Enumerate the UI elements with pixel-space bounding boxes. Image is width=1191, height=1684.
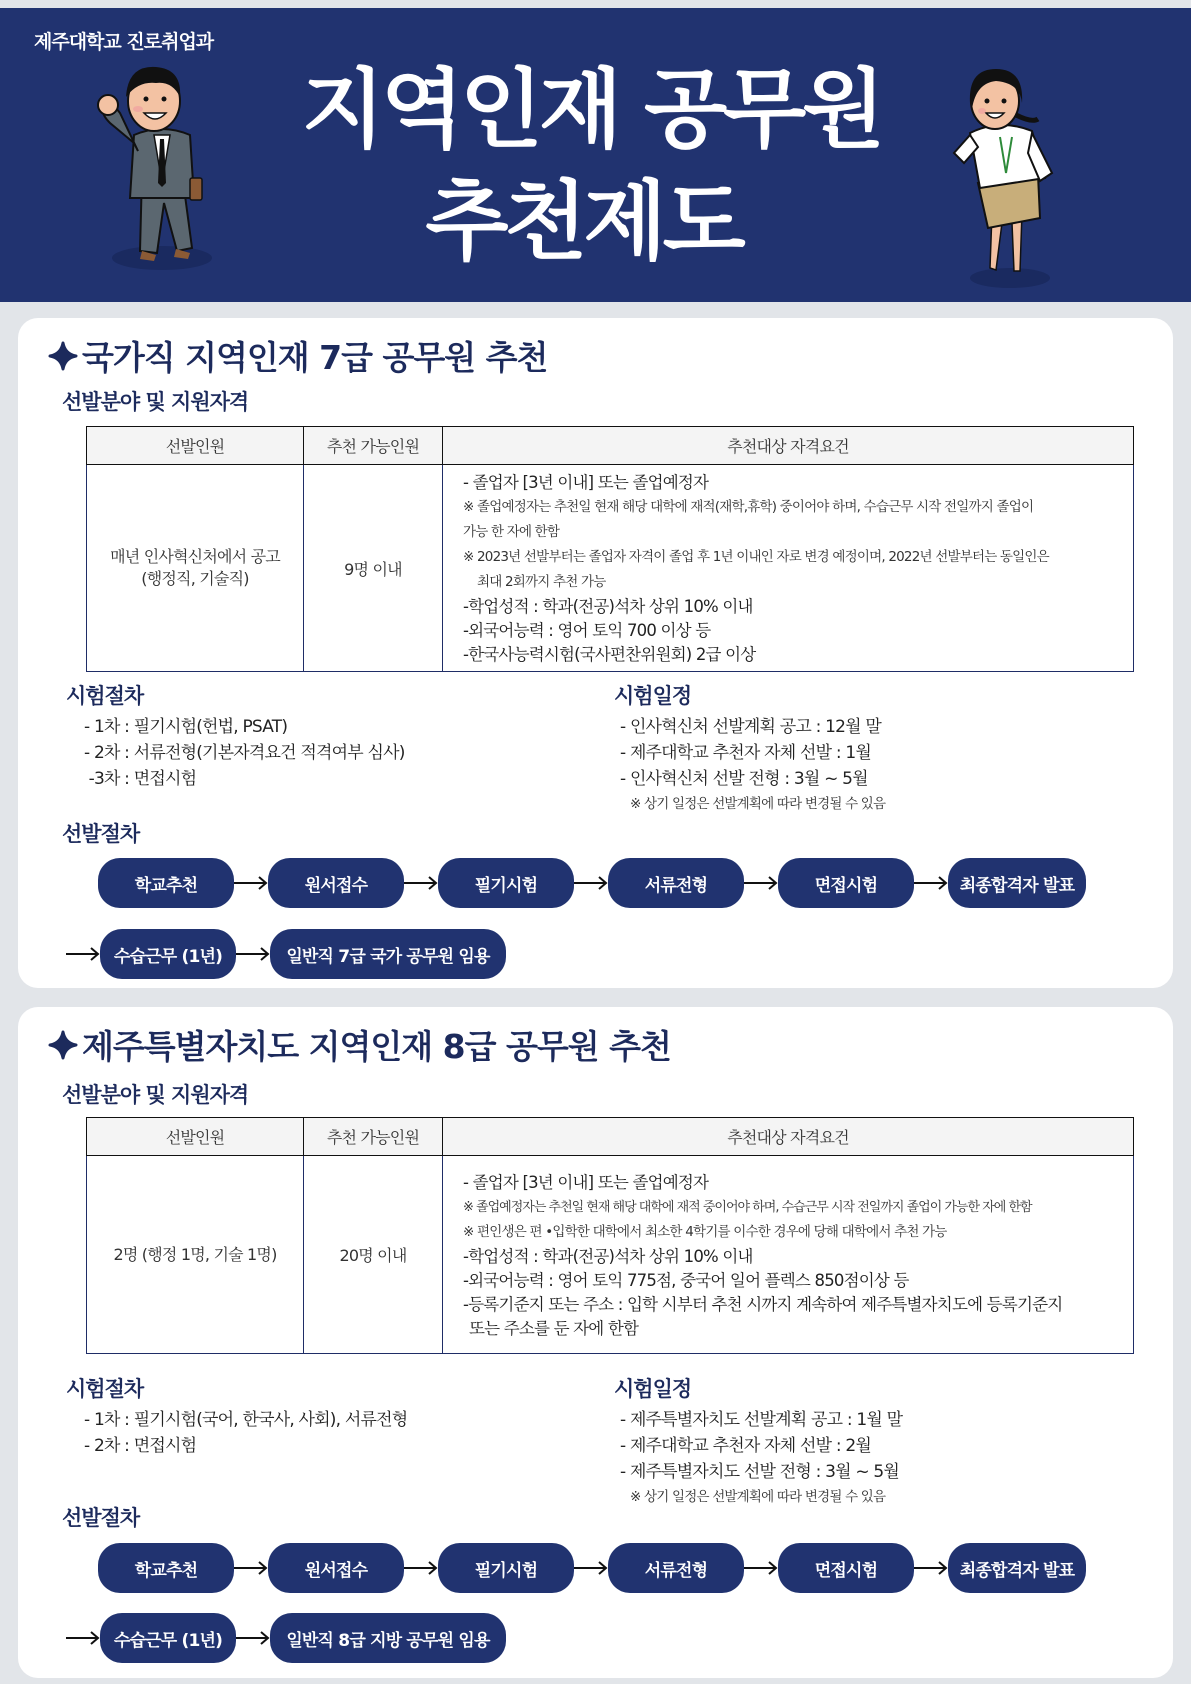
list-item: - 제주특별자치도 선발계획 공고 : 1월 말 [620, 1410, 903, 1430]
condition-line: 가능 한 자에 한함 [463, 524, 560, 540]
condition-line: ※ 2023년 선발부터는 졸업자 자격이 졸업 후 1년 이내인 자로 변경 예정이며, 2022년 선발부터는 동일인은 [463, 549, 1049, 565]
condition-line: -학업성적 : 학과(전공)석차 상위 10% 이내 [463, 1246, 753, 1266]
selection-flow-row2 [66, 929, 506, 979]
condition-line: ※ 편인생은 편 •입학한 대학에서 최소한 4학기를 이수한 경우에 당해 대학에서 추천 가능 [463, 1223, 947, 1240]
flow-step-interview: 면접시험 [778, 858, 914, 908]
eligibility-heading: 선발분야 및 지원자격 [62, 390, 249, 414]
section-title [48, 332, 547, 379]
selection-text-line2: (행정직, 기술직) [141, 569, 249, 588]
arrow-right-icon [66, 1631, 100, 1645]
flow-step-probation: 수습근무 (1년) [100, 1613, 236, 1663]
condition-line: ※ 졸업예정자는 추천일 현재 해당 대학에 재적(재학,휴학) 중이어야 하며, 수습근무 시작 전일까지 졸업이 [463, 499, 1034, 515]
eligibility-table [86, 426, 1134, 672]
section-title [48, 1021, 671, 1068]
arrow-right-icon [236, 947, 270, 961]
four-point-star-icon [48, 1030, 78, 1060]
arrow-right-icon [744, 1561, 778, 1575]
selection-procedure-heading: 선발절차 [62, 822, 140, 846]
table-header-conditions: 추천대상 자격요건 [443, 427, 1134, 465]
table-header-recommend-count: 추천 가능인원 [304, 1118, 443, 1156]
flow-step-application: 원서접수 [268, 858, 404, 908]
condition-line: -등록기준지 또는 주소 : 입학 시부터 추천 시까지 계속하여 제주특별자치도에 등록기준지 [463, 1294, 1063, 1314]
arrow-right-icon [234, 1561, 268, 1575]
arrow-right-icon [574, 1561, 608, 1575]
section-title-text: 국가직 지역인재 7급 공무원 추천 [82, 338, 548, 377]
table-header-selection: 선발인원 [87, 427, 304, 465]
selection-cell [87, 1156, 304, 1354]
arrow-right-icon [66, 947, 100, 961]
recommend-count-cell: 9명 이내 [304, 465, 443, 672]
list-item: - 제주대학교 추천자 자체 선발 : 2월 [620, 1436, 871, 1456]
eligibility-heading: 선발분야 및 지원자격 [62, 1083, 249, 1107]
table-header-conditions: 추천대상 자격요건 [443, 1118, 1134, 1156]
exam-procedure-list [84, 1407, 407, 1459]
selection-flow-row2 [66, 1613, 506, 1663]
arrow-right-icon [236, 1631, 270, 1645]
flow-step-probation: 수습근무 (1년) [100, 929, 236, 979]
main-title-line1: 지역인재 공무원 [301, 60, 882, 160]
selection-flow-row1 [98, 858, 1086, 908]
arrow-right-icon [574, 876, 608, 890]
department-label: 제주대학교 진로취업과 [34, 31, 214, 53]
header-banner [0, 8, 1191, 302]
condition-line: ※ 졸업예정자는 추천일 현재 해당 대학에 재적 중이어야 하며, 수습근무 시작 전일까지 졸업이 가능한 자에 한함 [463, 1199, 1032, 1215]
flow-step-final-announcement: 최종합격자 발표 [948, 858, 1086, 908]
arrow-right-icon [744, 876, 778, 890]
exam-procedure-heading: 시험절차 [66, 684, 144, 708]
exam-procedure-heading: 시험절차 [66, 1377, 144, 1401]
flow-step-final-announcement: 최종합격자 발표 [948, 1543, 1086, 1593]
arrow-right-icon [234, 876, 268, 890]
exam-schedule-heading: 시험일정 [614, 1377, 692, 1401]
selection-cell [87, 465, 304, 672]
condition-line: 최대 2회까지 추천 가능 [477, 574, 606, 590]
list-item: - 2차 : 면접시험 [84, 1436, 197, 1456]
flow-step-appointment: 일반직 7급 국가 공무원 임용 [270, 929, 506, 979]
arrow-right-icon [404, 1561, 438, 1575]
flow-step-written-exam: 필기시험 [438, 858, 574, 908]
flow-step-written-exam: 필기시험 [438, 1543, 574, 1593]
table-header-recommend-count: 추천 가능인원 [304, 427, 443, 465]
flow-step-document-review: 서류전형 [608, 858, 744, 908]
condition-line: - 졸업자 [3년 이내] 또는 졸업예정자 [463, 1172, 709, 1192]
selection-text-line1: 2명 (행정 1명, 기술 1명) [113, 1244, 277, 1264]
list-item: - 1차 : 필기시험(국어, 한국사, 사회), 서류전형 [84, 1410, 408, 1430]
selection-text-line1: 매년 인사혁신처에서 공고 [110, 547, 280, 566]
eligibility-table [86, 1117, 1134, 1354]
list-item: - 제주특별자치도 선발 전형 : 3월 ~ 5월 [620, 1462, 900, 1482]
schedule-note: ※ 상기 일정은 선발계획에 따라 변경될 수 있음 [630, 1489, 886, 1505]
list-item: - 인사혁신처 선발 전형 : 3월 ~ 5월 [620, 769, 868, 789]
list-item: - 1차 : 필기시험(헌법, PSAT) [84, 717, 288, 737]
exam-schedule-heading: 시험일정 [614, 684, 692, 708]
exam-schedule-list [620, 714, 885, 816]
flow-step-document-review: 서류전형 [608, 1543, 744, 1593]
list-item: -3차 : 면접시험 [84, 769, 197, 789]
flow-step-school-recommendation: 학교추천 [98, 1543, 234, 1593]
list-item: - 2차 : 서류전형(기본자격요건 적격여부 심사) [84, 743, 405, 763]
arrow-right-icon [404, 876, 438, 890]
schedule-note: ※ 상기 일정은 선발계획에 따라 변경될 수 있음 [630, 796, 886, 812]
condition-line: -외국어능력 : 영어 토익 700 이상 등 [463, 621, 711, 640]
table-header-selection: 선발인원 [87, 1118, 304, 1156]
conditions-cell [443, 465, 1134, 672]
flow-step-application: 원서접수 [268, 1543, 404, 1593]
selection-flow-row1 [98, 1543, 1086, 1593]
flow-step-school-recommendation: 학교추천 [98, 858, 234, 908]
condition-line: -학업성적 : 학과(전공)석차 상위 10% 이내 [463, 597, 753, 616]
recommend-count-cell: 20명 이내 [304, 1156, 443, 1354]
arrow-right-icon [914, 1561, 948, 1575]
list-item: - 인사혁신처 선발계획 공고 : 12월 말 [620, 717, 882, 737]
jeju-8th-grade-section [18, 1007, 1173, 1678]
main-title-line2: 추천제도 [425, 172, 742, 272]
condition-line: 또는 주소를 둔 자에 한함 [469, 1318, 639, 1338]
flow-step-interview: 면접시험 [778, 1543, 914, 1593]
four-point-star-icon [48, 341, 78, 371]
condition-line: -외국어능력 : 영어 토익 775점, 중국어 일어 플렉스 850점이상 등 [463, 1270, 909, 1290]
conditions-cell [443, 1156, 1134, 1354]
section-title-text: 제주특별자치도 지역인재 8급 공무원 추천 [82, 1027, 671, 1066]
national-7th-grade-section [18, 318, 1173, 988]
condition-line: - 졸업자 [3년 이내] 또는 졸업예정자 [463, 473, 709, 492]
flow-step-appointment: 일반직 8급 지방 공무원 임용 [270, 1613, 506, 1663]
arrow-right-icon [914, 876, 948, 890]
exam-procedure-list [84, 714, 405, 792]
selection-procedure-heading: 선발절차 [62, 1506, 140, 1530]
condition-line: -한국사능력시험(국사편찬위원회) 2급 이상 [463, 645, 756, 664]
list-item: - 제주대학교 추천자 자체 선발 : 1월 [620, 743, 871, 763]
exam-schedule-list [620, 1407, 902, 1509]
